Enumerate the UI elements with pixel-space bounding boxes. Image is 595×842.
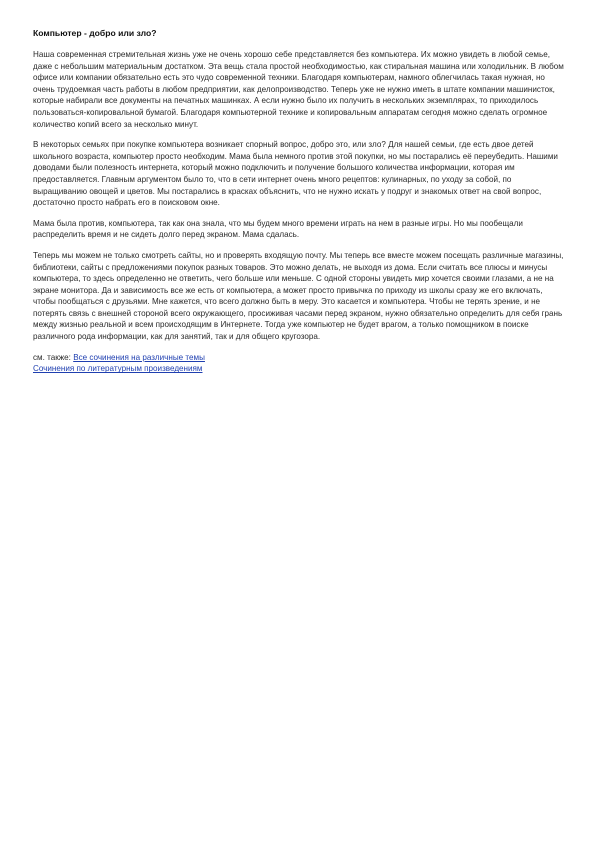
- see-also-block: [33, 352, 565, 375]
- paragraph-2: В некоторых семьях при покупке компьютера возникает спорный вопрос, добро это, или зло? Для нашей семьи, где есть двое детей школьного возраста, компьютер просто необходим. Мама была немного против этой покупки, но мы постарались её переубедить. Нашими доводами были полезность интернета, который можно подключить и получение большого количества информации, которая им предоставляется. Главным аргументом было то, что в сети интернет очень много рецептов: кулинарных, по уходу за собой, по выращиванию овощей и цветов. Мы постарались в красках объяснить, что не нужно искать у подруг и знакомых ответ на свой вопрос, достаточно просто набрать его в поисковом окне.: [33, 140, 558, 208]
- paragraph-1: Наша современная стремительная жизнь уже не очень хорошо себе представляется без компьютера. Их можно увидеть в любой семье, даже с небольшим материальным достатком. Эта вещь стала простой необходимостью, как стиральная машина или холодильник. В любом офисе или компании обязательно есть это чудо современной техники. Благодаря компьютерам, намного облегчилась такая нужная, но очень трудоемкая часть работы в любом предприятии, как делопроизводство. Теперь уже не нужно иметь в штате компании машинисток, которые набирали все документы на печатных машинках. А если нужно было их получить в нескольких экземплярах, то приходилось пользоваться-копировальной бумагой. Благодаря компьютерной технике и копировальным аппаратам сегодня можно сделать огромное количество копий всего за несколько минут.: [33, 50, 564, 129]
- paragraph-3: Мама была против, компьютера, так как она знала, что мы будем много времени играть на нем в разные игры. Но мы пообещали распределить время и не сидеть долго перед экраном. Мама сдалась.: [33, 218, 523, 240]
- literature-essays-link[interactable]: Сочинения по литературным произведениям: [33, 364, 203, 374]
- paragraph-4: Теперь мы можем не только смотреть сайты, но и проверять входящую почту. Мы теперь все вместе можем посещать различные магазины, библиотеки, сайты с предложениями покупок разных товаров. Это можно делать, не выходя из дома. Если считать все плюсы и минусы компьютера, то здесь определенно не ответить, чего больше или меньше. С одной стороны увидеть мир хочется своими глазами, а не на экране монитора. Да и зависимость все же есть от компьютера, а может просто привычка по приходу из школы сразу же его включать, чтобы пообщаться с друзьями. Мне кажется, что всего должно быть в меру. Это касается и компьютера. Чтобы не терять зрение, и не потерять связь с внешней стороной всего окружающего, просиживая часами перед экраном, нужно обязательно определить для себя грань между жизнью реальной и всем происходящим в Интернете. Тогда уже компьютер не будет врагом, а только помощником в поиске различного рода информации, как для занятий, так и для общего кругозора.: [33, 250, 564, 342]
- page-title: Компьютер - добро или зло?: [33, 28, 157, 38]
- see-also-prefix: см. также:: [33, 352, 74, 362]
- all-essays-link[interactable]: Все сочинения на различные темы: [73, 352, 205, 362]
- document-page: [33, 28, 565, 375]
